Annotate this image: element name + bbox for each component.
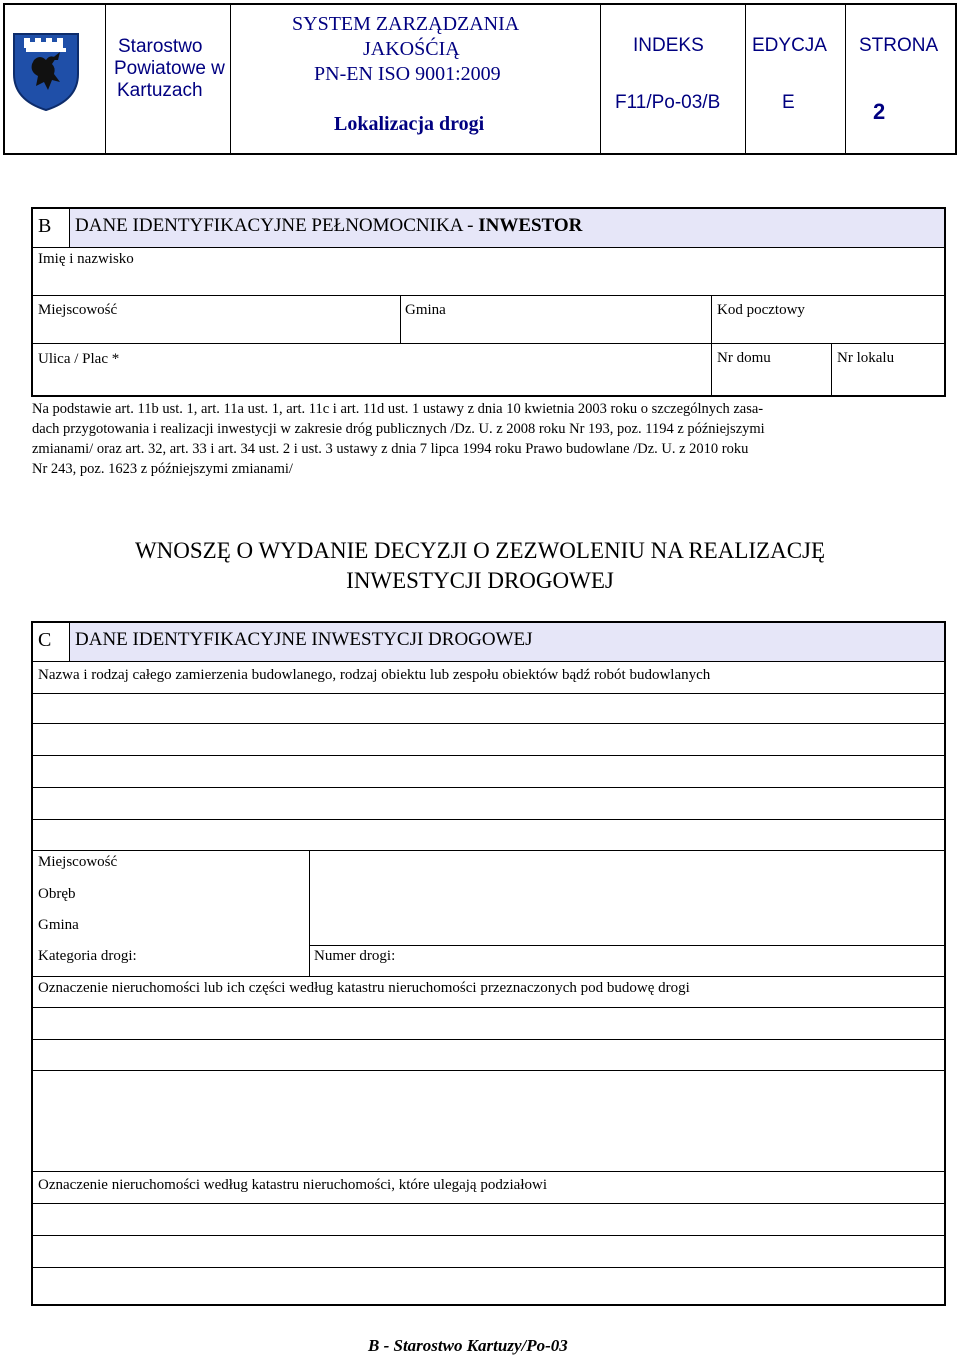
investor-flat-field[interactable] <box>832 370 942 394</box>
investor-commune-label: Gmina <box>405 302 446 318</box>
org-name-line3: Kartuzach <box>117 80 203 101</box>
request-heading-line2: INWESTYCJI DROGOWEJ <box>346 568 614 593</box>
property-designation-label: Oznaczenie nieruchomości lub ich części według katastru nieruchomości przeznaczonych pod budowę drogi <box>38 980 690 996</box>
legal-basis-line: zmianami/ oraz art. 32, art. 33 i art. 34 ust. 2 i ust. 3 ustawy z dnia 7 lipca 1994 roku Prawo budowlane /Dz. U. z 2010 roku <box>32 441 749 457</box>
footer-text: B - Starostwo Kartuzy/Po-03 <box>368 1336 568 1355</box>
division-designation-label: Oznaczenie nieruchomości według katastru nieruchomości, które ulegają podziałowi <box>38 1177 547 1193</box>
division-designation-field[interactable] <box>35 1203 942 1303</box>
road-number-label: Numer drogi: <box>314 948 396 964</box>
investor-street-label: Ulica / Plac * <box>38 351 120 367</box>
investor-locality-field[interactable] <box>140 297 395 337</box>
investor-locality-label: Miejscowość <box>38 302 118 318</box>
section-b-title-bold: INWESTOR <box>478 215 583 236</box>
index-label: INDEKS <box>633 35 704 56</box>
road-category-field[interactable] <box>165 944 305 972</box>
investor-commune-field[interactable] <box>462 297 704 337</box>
org-name-line1: Starostwo <box>118 36 203 57</box>
section-c-title: DANE IDENTYFIKACYJNE INWESTYCJI DROGOWEJ <box>75 629 533 650</box>
road-locality-label: Miejscowość <box>38 854 118 870</box>
road-category-label: Kategoria drogi: <box>38 948 137 964</box>
section-b-title-main: DANE IDENTYFIKACYJNE PEŁNOMOCNIKA - <box>75 215 479 236</box>
investor-name-label: Imię i nazwisko <box>38 251 134 267</box>
coat-of-arms-griffin-icon <box>10 30 82 112</box>
org-name-line2: Powiatowe w <box>114 58 225 79</box>
edition-label: EDYCJA <box>752 35 827 56</box>
project-description-field[interactable] <box>35 694 942 846</box>
legal-basis-line: Nr 243, poz. 1623 z późniejszymi zmianami/ <box>32 461 293 477</box>
investor-street-field[interactable] <box>140 345 706 393</box>
page-label: STRONA <box>859 35 939 56</box>
investor-postal-label: Kod pocztowy <box>717 302 805 318</box>
legal-basis-line: Na podstawie art. 11b ust. 1, art. 11a ust. 1, art. 11c i art. 11d ust. 1 ustawy z dnia 10 kwietnia 2003 roku o szczególnych zasa- <box>32 401 764 417</box>
legal-basis-line: dach przygotowania i realizacji inwestycji w zakresie dróg publicznych /Dz. U. z 2008 roku Nr 193, poz. 1194 z późniejszymi <box>32 421 765 437</box>
road-commune-label: Gmina <box>38 917 79 933</box>
page-value: 2 <box>873 99 886 124</box>
investor-postal-field[interactable] <box>826 297 942 337</box>
investor-house-label: Nr domu <box>717 350 771 366</box>
section-b-title <box>75 215 582 237</box>
edition-value: E <box>782 92 795 113</box>
investor-name-field[interactable] <box>180 249 940 289</box>
document-title: Lokalizacja drogi <box>334 113 485 135</box>
road-location-field[interactable] <box>312 850 942 940</box>
section-c-letter: C <box>38 629 52 651</box>
investor-flat-label: Nr lokalu <box>837 350 895 366</box>
request-heading-line1: WNOSZĘ O WYDANIE DECYZJI O ZEZWOLENIU NA REALIZACJĘ <box>134 538 826 563</box>
road-number-field[interactable] <box>420 944 940 972</box>
request-heading <box>0 536 960 596</box>
property-designation-field[interactable] <box>35 1007 942 1169</box>
index-value: F11/Po-03/B <box>615 92 721 113</box>
system-line3: PN-EN ISO 9001:2009 <box>314 63 501 85</box>
section-b-letter: B <box>38 215 52 237</box>
road-precinct-label: Obręb <box>38 886 76 902</box>
system-line1: SYSTEM ZARZĄDZANIA <box>292 13 520 35</box>
investor-house-field[interactable] <box>712 370 829 394</box>
system-line2: JAKOŚĆIĄ <box>363 38 460 60</box>
project-description-label: Nazwa i rodzaj całego zamierzenia budowlanego, rodzaj obiektu lub zespołu obiektów bądź robót budowlanych <box>38 667 711 683</box>
